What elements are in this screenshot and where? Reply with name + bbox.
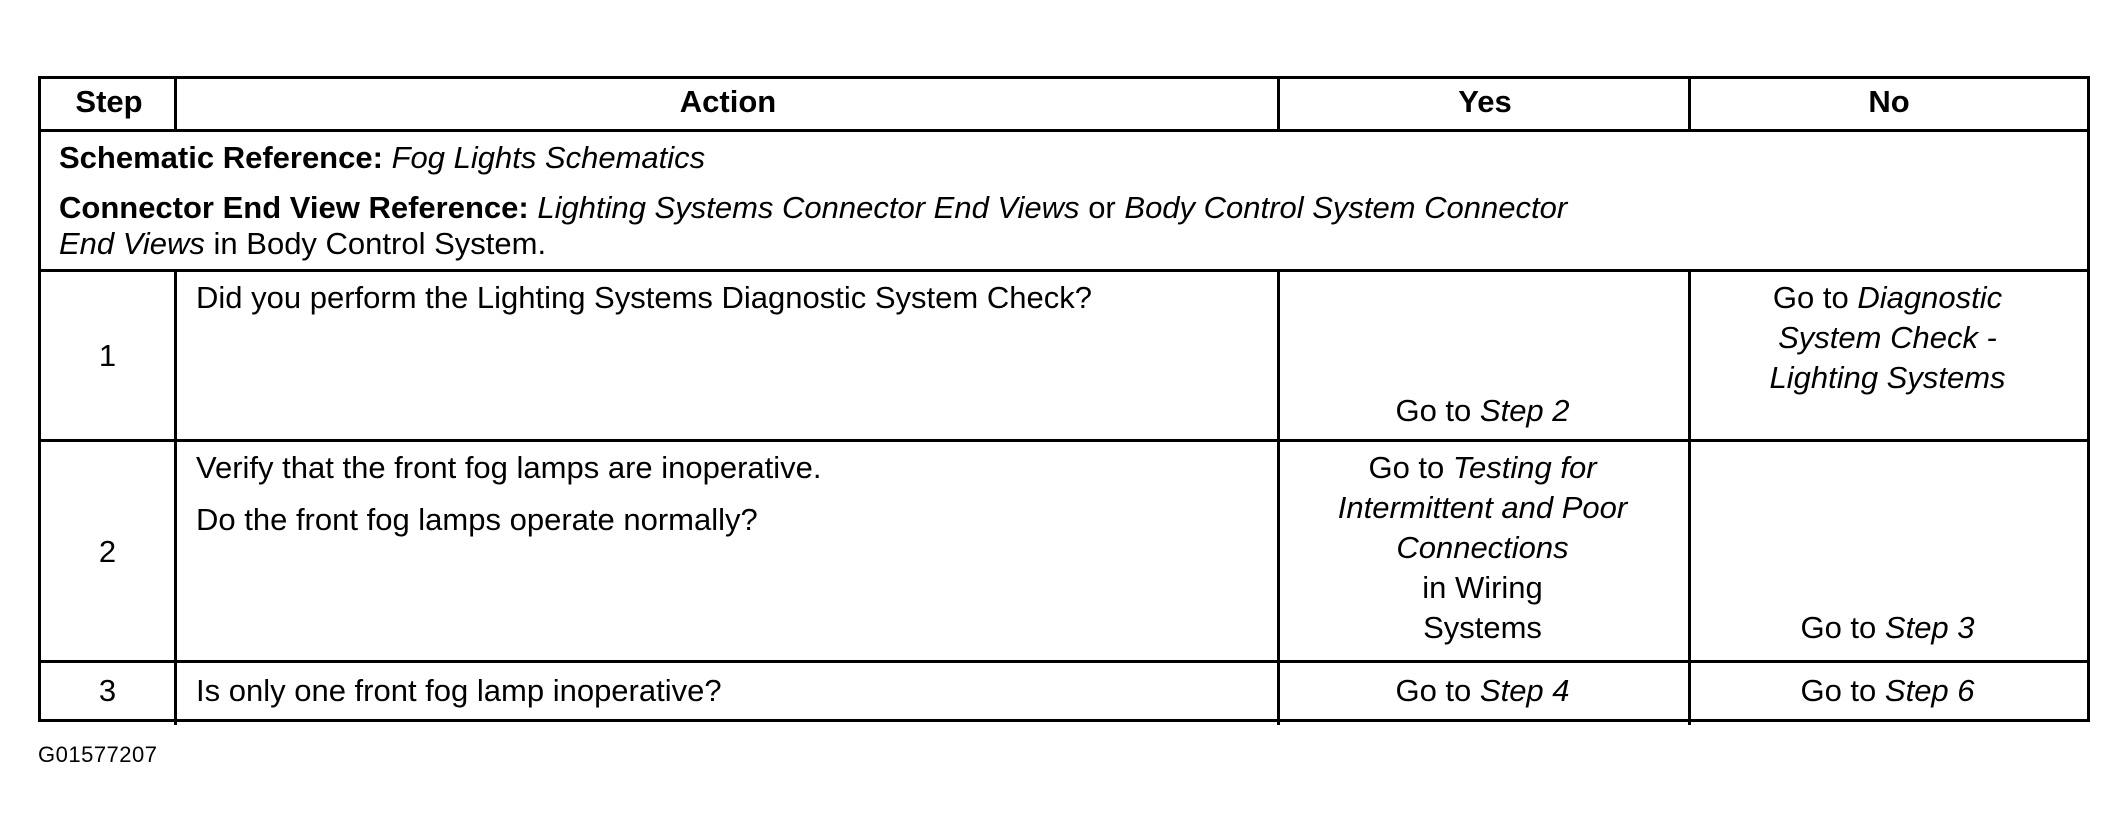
no-link[interactable]: Diagnostic xyxy=(1857,280,2003,315)
no-prefix: Go to xyxy=(1800,673,1877,708)
step-number: 2 xyxy=(98,534,117,569)
connector-reference xyxy=(59,188,1567,228)
no-link-line[interactable]: Lighting Systems xyxy=(1769,360,2006,395)
yes-link[interactable]: Step 4 xyxy=(1479,673,1570,708)
table-row xyxy=(41,663,2087,722)
yes-prefix: Go to xyxy=(1368,450,1445,485)
yes-cell xyxy=(1277,391,1688,431)
no-link[interactable]: Step 6 xyxy=(1884,673,1975,708)
schematic-reference xyxy=(59,138,705,178)
no-prefix: Go to xyxy=(1800,610,1877,645)
connector-reference-link-2a[interactable]: Body Control System Connector xyxy=(1124,190,1568,225)
figure-id: G01577207 xyxy=(38,742,158,767)
step-number: 1 xyxy=(98,338,117,373)
action-line: Did you perform the Lighting Systems Diagnostic System Check? xyxy=(196,280,1092,315)
yes-cell xyxy=(1277,448,1688,648)
header-step: Step xyxy=(75,84,143,119)
step-number: 3 xyxy=(98,673,117,708)
schematic-reference-label: Schematic Reference: xyxy=(59,140,383,175)
header-action: Action xyxy=(679,84,777,119)
yes-link-line[interactable]: Intermittent and Poor xyxy=(1337,490,1628,525)
reference-row xyxy=(41,132,2087,272)
header-yes: Yes xyxy=(1458,84,1512,119)
no-cell xyxy=(1688,671,2087,711)
yes-cell xyxy=(1277,671,1688,711)
no-cell xyxy=(1688,278,2087,398)
no-link[interactable]: Step 3 xyxy=(1884,610,1975,645)
no-cell xyxy=(1688,608,2087,648)
action-text xyxy=(196,448,1271,540)
connector-reference-or: or xyxy=(1088,190,1116,225)
action-line: Verify that the front fog lamps are inoperative. xyxy=(196,450,822,485)
action-line: Is only one front fog lamp inoperative? xyxy=(196,673,722,708)
table-row xyxy=(41,272,2087,439)
action-text xyxy=(196,671,1271,711)
yes-link-line[interactable]: Connections xyxy=(1396,530,1569,565)
yes-suffix-line: in Wiring xyxy=(1422,570,1543,605)
table-row xyxy=(41,442,2087,660)
yes-suffix-line: Systems xyxy=(1423,610,1542,645)
action-text xyxy=(196,278,1271,318)
diagnostic-table xyxy=(38,76,2090,722)
action-line: Do the front fog lamps operate normally? xyxy=(196,502,758,537)
schematic-reference-link[interactable]: Fog Lights Schematics xyxy=(391,140,706,175)
yes-prefix: Go to xyxy=(1395,393,1472,428)
no-link-line[interactable]: System Check - xyxy=(1778,320,1997,355)
connector-reference-suffix: in Body Control System. xyxy=(213,226,547,261)
yes-link[interactable]: Step 2 xyxy=(1479,393,1570,428)
header-no: No xyxy=(1868,84,1910,119)
no-prefix: Go to xyxy=(1772,280,1849,315)
connector-reference-label: Connector End View Reference: xyxy=(59,190,529,225)
yes-link[interactable]: Testing for xyxy=(1452,450,1597,485)
connector-reference-link-1[interactable]: Lighting Systems Connector End Views xyxy=(537,190,1080,225)
connector-reference-link-2b[interactable]: End Views xyxy=(59,226,205,261)
yes-prefix: Go to xyxy=(1395,673,1472,708)
connector-reference-cont xyxy=(59,224,546,264)
